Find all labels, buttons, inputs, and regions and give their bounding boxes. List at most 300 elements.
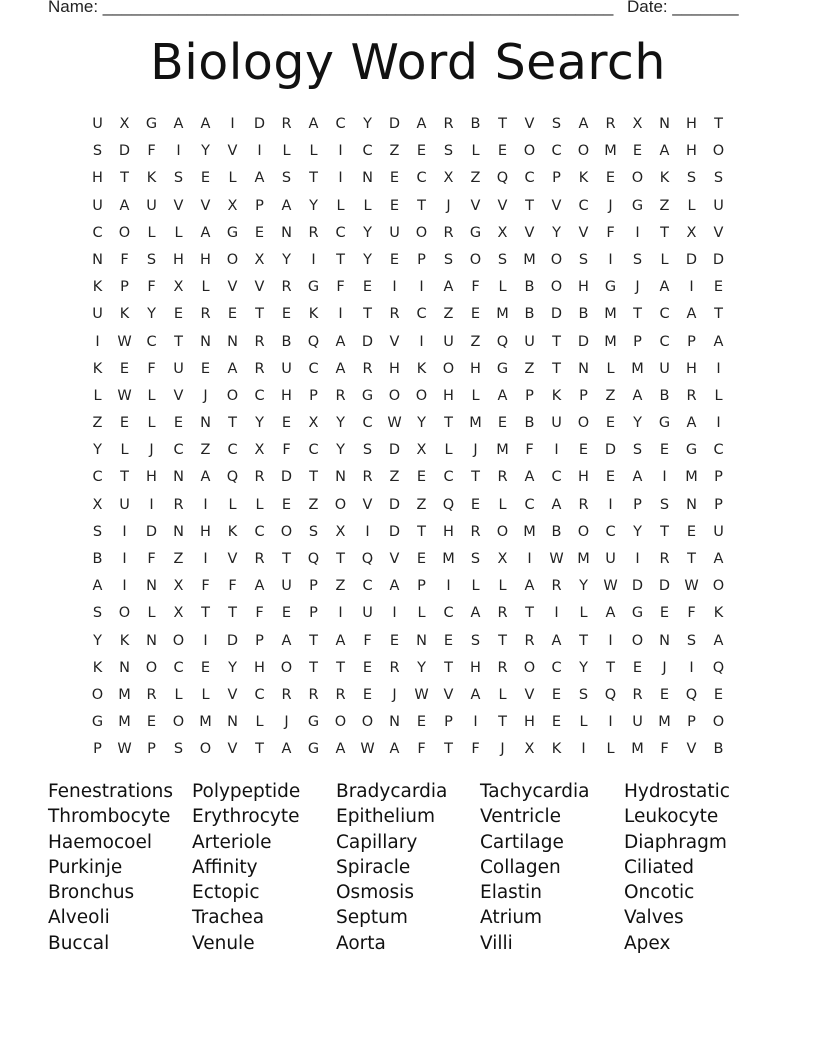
grid-letter[interactable]: O bbox=[550, 251, 563, 268]
grid-letter[interactable]: T bbox=[606, 659, 615, 676]
grid-letter[interactable]: I bbox=[527, 551, 532, 567]
grid-letter[interactable]: V bbox=[227, 741, 238, 758]
grid-letter[interactable]: N bbox=[227, 714, 238, 731]
grid-letter[interactable]: C bbox=[443, 605, 454, 622]
grid-letter[interactable]: F bbox=[282, 442, 291, 459]
grid-letter[interactable]: Y bbox=[336, 415, 345, 432]
grid-letter[interactable]: Z bbox=[659, 197, 670, 214]
grid-letter[interactable]: Z bbox=[470, 333, 481, 350]
grid-letter[interactable]: I bbox=[338, 143, 343, 160]
grid-letter[interactable]: C bbox=[254, 387, 265, 404]
grid-letter[interactable]: N bbox=[335, 469, 346, 486]
grid-letter[interactable]: Q bbox=[442, 496, 455, 513]
grid-letter[interactable]: M bbox=[631, 360, 644, 377]
grid-letter[interactable]: U bbox=[632, 714, 643, 731]
grid-letter[interactable]: L bbox=[471, 143, 480, 160]
grid-letter[interactable]: L bbox=[498, 686, 507, 703]
grid-letter[interactable]: C bbox=[308, 442, 319, 459]
grid-letter[interactable]: H bbox=[92, 170, 103, 187]
grid-letter[interactable]: B bbox=[659, 387, 670, 404]
grid-letter[interactable]: J bbox=[392, 686, 397, 703]
grid-letter[interactable]: U bbox=[92, 197, 103, 214]
grid-letter[interactable]: H bbox=[173, 251, 184, 268]
grid-letter[interactable]: T bbox=[444, 659, 453, 676]
grid-letter[interactable]: F bbox=[147, 279, 156, 296]
grid-letter[interactable]: R bbox=[146, 686, 157, 703]
grid-letter[interactable]: L bbox=[579, 714, 588, 731]
grid-letter[interactable]: O bbox=[280, 659, 293, 676]
grid-letter[interactable]: T bbox=[336, 251, 345, 268]
grid-letter[interactable]: Z bbox=[443, 306, 454, 323]
grid-letter[interactable]: M bbox=[118, 714, 131, 731]
grid-letter[interactable]: E bbox=[173, 306, 184, 323]
grid-letter[interactable]: X bbox=[254, 251, 265, 268]
grid-letter[interactable]: O bbox=[118, 224, 131, 241]
grid-letter[interactable]: P bbox=[309, 387, 318, 404]
grid-letter[interactable]: F bbox=[471, 279, 480, 296]
grid-letter[interactable]: A bbox=[281, 197, 292, 214]
grid-letter[interactable]: D bbox=[604, 442, 617, 459]
grid-letter[interactable]: V bbox=[470, 197, 481, 214]
grid-letter[interactable]: C bbox=[308, 360, 319, 377]
grid-letter[interactable]: C bbox=[524, 170, 535, 187]
grid-letter[interactable]: Q bbox=[226, 469, 239, 486]
grid-letter[interactable]: O bbox=[415, 387, 428, 404]
grid-letter[interactable]: S bbox=[281, 170, 292, 187]
grid-letter[interactable]: W bbox=[117, 387, 132, 404]
grid-letter[interactable]: D bbox=[253, 116, 266, 132]
grid-letter[interactable]: E bbox=[389, 197, 400, 214]
grid-letter[interactable]: I bbox=[608, 632, 613, 649]
grid-letter[interactable]: E bbox=[416, 143, 427, 160]
grid-letter[interactable]: E bbox=[605, 469, 616, 486]
grid-letter[interactable]: Y bbox=[363, 116, 372, 132]
grid-letter[interactable]: L bbox=[498, 496, 507, 513]
grid-letter[interactable]: I bbox=[581, 741, 586, 758]
grid-letter[interactable]: P bbox=[120, 279, 129, 296]
grid-letter[interactable]: R bbox=[443, 224, 454, 241]
grid-letter[interactable]: Y bbox=[552, 224, 561, 241]
grid-letter[interactable]: Y bbox=[147, 306, 156, 323]
grid-letter[interactable]: K bbox=[92, 360, 103, 377]
grid-letter[interactable]: A bbox=[92, 578, 103, 595]
grid-letter[interactable]: I bbox=[149, 496, 154, 513]
grid-letter[interactable]: X bbox=[173, 605, 184, 622]
grid-letter[interactable]: U bbox=[146, 197, 157, 214]
grid-letter[interactable]: V bbox=[173, 387, 184, 404]
grid-letter[interactable]: Y bbox=[633, 415, 642, 432]
grid-letter[interactable]: U bbox=[281, 360, 292, 377]
grid-letter[interactable]: L bbox=[147, 387, 156, 404]
grid-letter[interactable]: D bbox=[388, 496, 401, 513]
grid-letter[interactable]: T bbox=[174, 333, 183, 350]
grid-letter[interactable]: U bbox=[92, 116, 103, 132]
grid-letter[interactable]: O bbox=[712, 578, 725, 595]
grid-letter[interactable]: O bbox=[577, 415, 590, 432]
grid-letter[interactable]: X bbox=[416, 442, 427, 459]
grid-letter[interactable]: I bbox=[95, 333, 100, 350]
grid-letter[interactable]: K bbox=[416, 360, 427, 377]
grid-letter[interactable]: I bbox=[446, 578, 451, 595]
grid-letter[interactable]: H bbox=[146, 469, 157, 486]
grid-letter[interactable]: H bbox=[470, 360, 481, 377]
grid-letter[interactable]: A bbox=[524, 578, 535, 595]
grid-letter[interactable]: F bbox=[417, 741, 426, 758]
grid-letter[interactable]: X bbox=[335, 523, 346, 540]
grid-letter[interactable]: T bbox=[714, 116, 723, 132]
grid-letter[interactable]: Y bbox=[579, 659, 588, 676]
grid-letter[interactable]: L bbox=[201, 279, 210, 296]
grid-letter[interactable]: L bbox=[174, 686, 183, 703]
grid-letter[interactable]: N bbox=[200, 415, 211, 432]
grid-letter[interactable]: G bbox=[469, 224, 482, 241]
grid-letter[interactable]: E bbox=[713, 279, 724, 296]
grid-letter[interactable]: Z bbox=[605, 387, 616, 404]
grid-letter[interactable]: E bbox=[362, 659, 373, 676]
grid-letter[interactable]: R bbox=[632, 686, 643, 703]
grid-letter[interactable]: M bbox=[199, 714, 212, 731]
grid-letter[interactable]: V bbox=[389, 333, 400, 350]
grid-letter[interactable]: T bbox=[120, 170, 129, 187]
grid-letter[interactable]: P bbox=[309, 605, 318, 622]
grid-letter[interactable]: S bbox=[470, 632, 481, 649]
grid-letter[interactable]: C bbox=[551, 659, 562, 676]
grid-letter[interactable]: T bbox=[282, 551, 291, 567]
grid-letter[interactable]: Y bbox=[228, 659, 237, 676]
grid-letter[interactable]: I bbox=[338, 306, 343, 323]
grid-letter[interactable]: T bbox=[498, 116, 507, 132]
grid-letter[interactable]: W bbox=[360, 741, 375, 758]
grid-letter[interactable]: C bbox=[227, 442, 238, 459]
grid-letter[interactable]: J bbox=[473, 442, 478, 459]
grid-letter[interactable]: R bbox=[281, 116, 292, 132]
grid-letter[interactable]: R bbox=[335, 387, 346, 404]
grid-letter[interactable]: I bbox=[392, 605, 397, 622]
grid-letter[interactable]: M bbox=[469, 415, 482, 432]
grid-letter[interactable]: R bbox=[578, 496, 589, 513]
grid-letter[interactable]: M bbox=[523, 251, 536, 268]
grid-letter[interactable]: E bbox=[389, 251, 400, 268]
grid-letter[interactable]: O bbox=[550, 279, 563, 296]
grid-letter[interactable]: I bbox=[662, 469, 667, 486]
grid-letter[interactable]: F bbox=[525, 442, 534, 459]
grid-letter[interactable]: P bbox=[633, 496, 642, 513]
grid-letter[interactable]: S bbox=[713, 170, 724, 187]
grid-letter[interactable]: X bbox=[443, 170, 454, 187]
grid-letter[interactable]: E bbox=[578, 442, 589, 459]
grid-letter[interactable]: D bbox=[145, 523, 158, 540]
grid-letter[interactable]: E bbox=[659, 605, 670, 622]
grid-letter[interactable]: E bbox=[416, 469, 427, 486]
grid-letter[interactable]: R bbox=[659, 551, 670, 567]
grid-letter[interactable]: C bbox=[173, 442, 184, 459]
grid-letter[interactable]: G bbox=[361, 387, 374, 404]
grid-letter[interactable]: Y bbox=[417, 659, 426, 676]
grid-letter[interactable]: A bbox=[551, 632, 562, 649]
grid-letter[interactable]: B bbox=[470, 116, 481, 132]
grid-letter[interactable]: E bbox=[227, 306, 238, 323]
grid-letter[interactable]: V bbox=[524, 686, 535, 703]
grid-letter[interactable]: J bbox=[500, 741, 505, 758]
grid-letter[interactable]: H bbox=[281, 387, 292, 404]
grid-letter[interactable]: X bbox=[632, 116, 643, 132]
grid-letter[interactable]: A bbox=[686, 306, 697, 323]
grid-letter[interactable]: E bbox=[200, 170, 211, 187]
grid-letter[interactable]: T bbox=[525, 605, 534, 622]
grid-letter[interactable]: I bbox=[122, 578, 127, 595]
grid-letter[interactable]: R bbox=[254, 551, 265, 567]
grid-letter[interactable]: O bbox=[631, 170, 644, 187]
grid-letter[interactable]: C bbox=[362, 143, 373, 160]
grid-letter[interactable]: A bbox=[389, 741, 400, 758]
grid-letter[interactable]: D bbox=[658, 578, 671, 595]
grid-letter[interactable]: I bbox=[689, 279, 694, 296]
grid-letter[interactable]: V bbox=[227, 686, 238, 703]
grid-letter[interactable]: I bbox=[608, 496, 613, 513]
grid-letter[interactable]: Y bbox=[363, 251, 372, 268]
grid-letter[interactable]: A bbox=[281, 741, 292, 758]
grid-letter[interactable]: Z bbox=[416, 496, 427, 513]
grid-letter[interactable]: Z bbox=[335, 578, 346, 595]
grid-letter[interactable]: Y bbox=[309, 197, 318, 214]
grid-letter[interactable]: O bbox=[280, 523, 293, 540]
grid-letter[interactable]: S bbox=[551, 116, 562, 132]
grid-letter[interactable]: M bbox=[658, 714, 671, 731]
grid-letter[interactable]: O bbox=[523, 143, 536, 160]
grid-letter[interactable]: F bbox=[363, 632, 372, 649]
grid-letter[interactable]: E bbox=[551, 714, 562, 731]
grid-letter[interactable]: H bbox=[389, 360, 400, 377]
grid-letter[interactable]: V bbox=[173, 197, 184, 214]
grid-letter[interactable]: V bbox=[362, 496, 373, 513]
grid-letter[interactable]: Y bbox=[282, 251, 291, 268]
grid-letter[interactable]: P bbox=[714, 496, 723, 513]
grid-letter[interactable]: T bbox=[687, 551, 696, 567]
grid-letter[interactable]: S bbox=[497, 251, 508, 268]
grid-letter[interactable]: E bbox=[254, 224, 265, 241]
grid-letter[interactable]: E bbox=[659, 442, 670, 459]
grid-letter[interactable]: S bbox=[632, 251, 643, 268]
grid-letter[interactable]: A bbox=[605, 605, 616, 622]
grid-letter[interactable]: P bbox=[309, 578, 318, 595]
grid-letter[interactable]: T bbox=[579, 632, 588, 649]
grid-letter[interactable]: A bbox=[254, 578, 265, 595]
grid-letter[interactable]: U bbox=[389, 224, 400, 241]
grid-letter[interactable]: D bbox=[712, 251, 725, 268]
grid-letter[interactable]: T bbox=[201, 605, 210, 622]
grid-letter[interactable]: Z bbox=[524, 360, 535, 377]
grid-letter[interactable]: O bbox=[577, 523, 590, 540]
grid-letter[interactable]: V bbox=[686, 741, 697, 758]
grid-letter[interactable]: Z bbox=[389, 143, 400, 160]
grid-letter[interactable]: L bbox=[120, 442, 129, 459]
grid-letter[interactable]: J bbox=[284, 714, 289, 731]
grid-letter[interactable]: V bbox=[227, 551, 238, 567]
grid-letter[interactable]: C bbox=[335, 224, 346, 241]
grid-letter[interactable]: O bbox=[712, 714, 725, 731]
grid-letter[interactable]: P bbox=[255, 632, 264, 649]
grid-letter[interactable]: A bbox=[470, 605, 481, 622]
grid-letter[interactable]: K bbox=[146, 170, 157, 187]
grid-letter[interactable]: I bbox=[635, 224, 640, 241]
grid-letter[interactable]: M bbox=[604, 143, 617, 160]
grid-letter[interactable]: I bbox=[338, 605, 343, 622]
grid-letter[interactable]: C bbox=[416, 170, 427, 187]
grid-letter[interactable]: P bbox=[147, 741, 156, 758]
grid-letter[interactable]: E bbox=[281, 415, 292, 432]
grid-letter[interactable]: F bbox=[147, 551, 156, 567]
grid-letter[interactable]: E bbox=[632, 143, 643, 160]
grid-letter[interactable]: U bbox=[713, 197, 724, 214]
grid-letter[interactable]: A bbox=[524, 469, 535, 486]
grid-letter[interactable]: S bbox=[443, 251, 454, 268]
grid-letter[interactable]: N bbox=[146, 632, 157, 649]
grid-letter[interactable]: A bbox=[254, 170, 265, 187]
grid-letter[interactable]: S bbox=[578, 686, 589, 703]
grid-letter[interactable]: R bbox=[254, 360, 265, 377]
grid-letter[interactable]: Q bbox=[307, 333, 320, 350]
grid-letter[interactable]: U bbox=[713, 523, 724, 540]
grid-letter[interactable]: I bbox=[311, 251, 316, 268]
grid-letter[interactable]: E bbox=[200, 360, 211, 377]
grid-letter[interactable]: C bbox=[335, 116, 346, 132]
grid-letter[interactable]: O bbox=[631, 632, 644, 649]
grid-letter[interactable]: R bbox=[389, 306, 400, 323]
grid-letter[interactable]: I bbox=[419, 333, 424, 350]
grid-letter[interactable]: U bbox=[92, 306, 103, 323]
grid-letter[interactable]: I bbox=[716, 415, 721, 432]
grid-letter[interactable]: I bbox=[473, 714, 478, 731]
grid-letter[interactable]: C bbox=[578, 197, 589, 214]
grid-letter[interactable]: D bbox=[118, 143, 131, 160]
grid-letter[interactable]: B bbox=[578, 306, 589, 323]
grid-letter[interactable]: W bbox=[549, 551, 564, 567]
grid-letter[interactable]: E bbox=[686, 523, 697, 540]
grid-letter[interactable]: E bbox=[119, 360, 130, 377]
grid-letter[interactable]: I bbox=[419, 279, 424, 296]
grid-letter[interactable]: K bbox=[92, 659, 103, 676]
grid-letter[interactable]: A bbox=[200, 116, 211, 132]
grid-letter[interactable]: F bbox=[687, 605, 696, 622]
grid-letter[interactable]: H bbox=[686, 116, 697, 132]
grid-letter[interactable]: O bbox=[712, 143, 725, 160]
grid-letter[interactable]: Y bbox=[363, 224, 372, 241]
grid-letter[interactable]: D bbox=[226, 632, 239, 649]
grid-letter[interactable]: D bbox=[631, 578, 644, 595]
grid-letter[interactable]: B bbox=[551, 523, 562, 540]
grid-letter[interactable]: R bbox=[389, 659, 400, 676]
grid-letter[interactable]: Y bbox=[336, 442, 345, 459]
grid-letter[interactable]: C bbox=[416, 306, 427, 323]
grid-letter[interactable]: H bbox=[470, 659, 481, 676]
grid-letter[interactable]: L bbox=[228, 170, 237, 187]
grid-letter[interactable]: U bbox=[551, 415, 562, 432]
grid-letter[interactable]: C bbox=[92, 469, 103, 486]
grid-letter[interactable]: D bbox=[388, 116, 401, 132]
grid-letter[interactable]: I bbox=[203, 632, 208, 649]
grid-letter[interactable]: C bbox=[551, 469, 562, 486]
grid-letter[interactable]: K bbox=[227, 523, 238, 540]
grid-letter[interactable]: U bbox=[659, 360, 670, 377]
grid-letter[interactable]: A bbox=[200, 469, 211, 486]
grid-letter[interactable]: L bbox=[255, 714, 264, 731]
grid-letter[interactable]: G bbox=[658, 415, 671, 432]
grid-letter[interactable]: L bbox=[336, 197, 345, 214]
grid-letter[interactable]: X bbox=[497, 224, 508, 241]
grid-letter[interactable]: P bbox=[687, 333, 696, 350]
grid-letter[interactable]: O bbox=[442, 360, 455, 377]
grid-letter[interactable]: L bbox=[606, 741, 615, 758]
grid-letter[interactable]: T bbox=[309, 632, 318, 649]
grid-letter[interactable]: E bbox=[281, 306, 292, 323]
grid-letter[interactable]: F bbox=[147, 143, 156, 160]
grid-letter[interactable]: L bbox=[660, 251, 669, 268]
grid-letter[interactable]: E bbox=[281, 496, 292, 513]
date-field-label[interactable]: Date: _______ bbox=[627, 0, 739, 16]
grid-letter[interactable]: D bbox=[388, 442, 401, 459]
grid-letter[interactable]: X bbox=[497, 551, 508, 567]
grid-letter[interactable]: G bbox=[685, 442, 698, 459]
grid-letter[interactable]: B bbox=[524, 415, 535, 432]
grid-letter[interactable]: G bbox=[307, 714, 320, 731]
grid-letter[interactable]: L bbox=[471, 387, 480, 404]
grid-letter[interactable]: J bbox=[446, 197, 451, 214]
grid-letter[interactable]: L bbox=[147, 605, 156, 622]
grid-letter[interactable]: Z bbox=[173, 551, 184, 567]
grid-letter[interactable]: M bbox=[631, 741, 644, 758]
name-field-label[interactable]: Name: ______________________________________________________ bbox=[48, 0, 614, 16]
grid-letter[interactable]: S bbox=[659, 496, 670, 513]
grid-letter[interactable]: U bbox=[281, 578, 292, 595]
grid-letter[interactable]: K bbox=[551, 741, 562, 758]
grid-letter[interactable]: X bbox=[173, 279, 184, 296]
grid-letter[interactable]: O bbox=[523, 659, 536, 676]
grid-letter[interactable]: N bbox=[416, 632, 427, 649]
grid-letter[interactable]: L bbox=[471, 578, 480, 595]
grid-letter[interactable]: R bbox=[524, 632, 535, 649]
grid-letter[interactable]: A bbox=[335, 632, 346, 649]
grid-letter[interactable]: C bbox=[362, 578, 373, 595]
grid-letter[interactable]: P bbox=[579, 387, 588, 404]
grid-letter[interactable]: W bbox=[117, 333, 132, 350]
grid-letter[interactable]: O bbox=[469, 251, 482, 268]
grid-letter[interactable]: K bbox=[308, 306, 319, 323]
grid-letter[interactable]: A bbox=[713, 333, 724, 350]
grid-letter[interactable]: I bbox=[203, 496, 208, 513]
grid-letter[interactable]: H bbox=[524, 714, 535, 731]
grid-letter[interactable]: A bbox=[578, 116, 589, 132]
grid-letter[interactable]: Y bbox=[255, 415, 264, 432]
grid-letter[interactable]: O bbox=[415, 224, 428, 241]
grid-letter[interactable]: O bbox=[226, 387, 239, 404]
grid-letter[interactable]: G bbox=[226, 224, 239, 241]
grid-letter[interactable]: K bbox=[659, 170, 670, 187]
grid-letter[interactable]: A bbox=[389, 578, 400, 595]
grid-letter[interactable]: A bbox=[335, 741, 346, 758]
grid-letter[interactable]: I bbox=[122, 551, 127, 567]
grid-letter[interactable]: O bbox=[172, 632, 185, 649]
grid-letter[interactable]: Z bbox=[389, 469, 400, 486]
grid-letter[interactable]: K bbox=[92, 279, 103, 296]
grid-letter[interactable]: A bbox=[686, 415, 697, 432]
grid-letter[interactable]: T bbox=[309, 469, 318, 486]
grid-letter[interactable]: J bbox=[149, 442, 154, 459]
grid-letter[interactable]: E bbox=[632, 659, 643, 676]
grid-letter[interactable]: A bbox=[659, 279, 670, 296]
grid-letter[interactable]: W bbox=[603, 578, 618, 595]
grid-letter[interactable]: X bbox=[308, 415, 319, 432]
grid-letter[interactable]: E bbox=[416, 551, 427, 567]
